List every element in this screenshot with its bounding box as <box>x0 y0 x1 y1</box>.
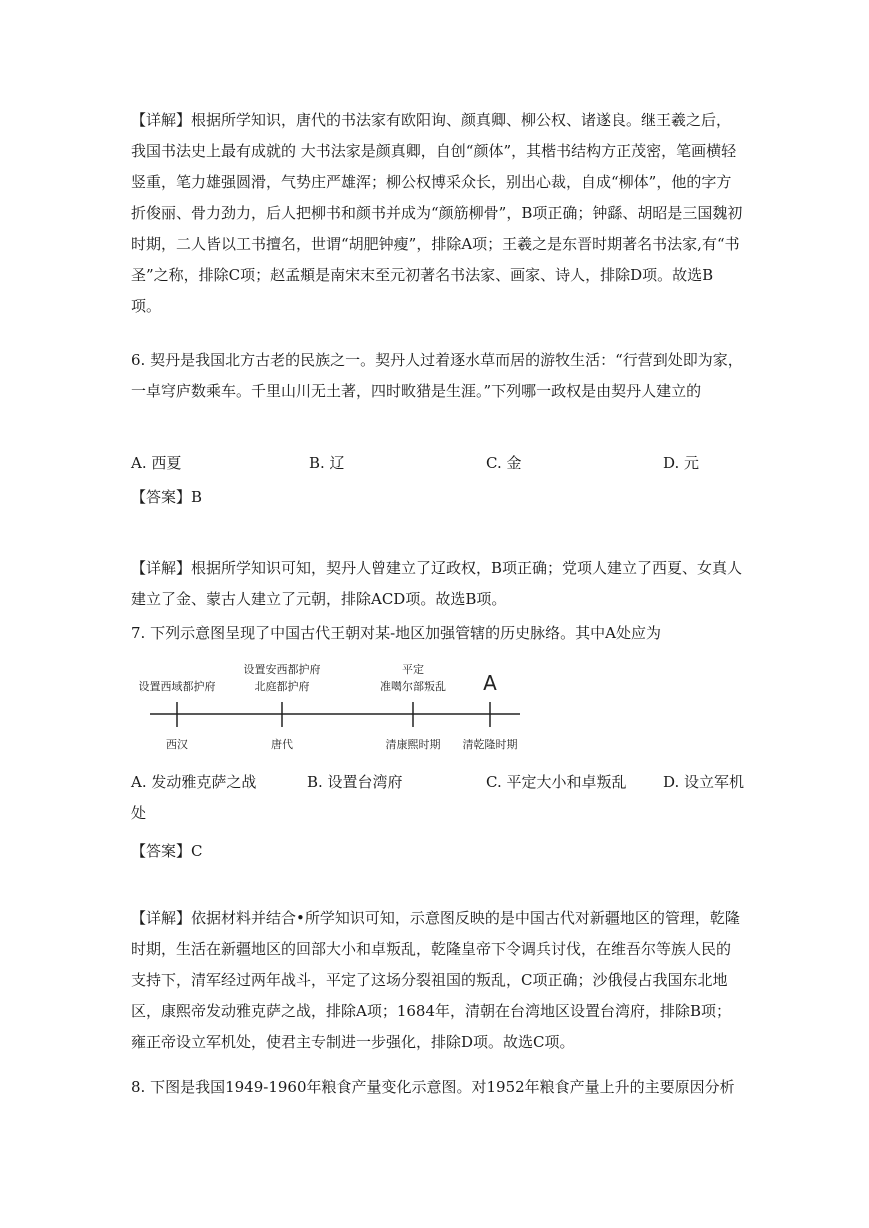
q7-detail: 【详解】依据材料并结合•所学知识可知，示意图反映的是中国古代对新疆地区的管理，乾隆时期，生活在新疆地区的回部大小和卓叛乱，乾隆皇帝下令调兵讨伐，在维吾尔等族人民的支持下，清军经过两年战斗，平定了这场分裂祖国的叛乱，C项正确；沙俄侵占我国东北地区，康熙帝发动雅克萨之战，排除A项；1684年，清朝在台湾地区设置台湾府，排除B项；雍正帝设立军机处，使君主专制进一步强化，排除D项。故选C项。 <box>131 909 740 1051</box>
timeline-event-label: 设置安西都护府 <box>243 663 321 676</box>
q6-option-a: A. 西夏 <box>131 454 182 472</box>
q8-stem: 8. 下图是我国1949-1960年粮食产量变化示意图。对1952年粮食产量上升的主要原因分析 <box>131 1078 735 1096</box>
q7-option-b: B. 设置台湾府 <box>307 773 403 791</box>
q5-detail: 【详解】根据所学知识，唐代的书法家有欧阳询、颜真卿、柳公权、诸遂良。继王羲之后，我国书法史上最有成就的 大书法家是颜真卿，自创“颜体”，其楷书结构方正茂密，笔画横轻竖重，笔力雄强圆滑，气势庄严雄浑；柳公权博采众长，别出心裁，自成“柳体”，他的字方折俊丽、骨力劲力，后人把柳书和颜书并成为“颜筋柳骨”，B项正确；钟繇、胡昭是三国魏初时期，二人皆以工书擅名，世谓“胡肥钟瘦”，排除A项；王羲之是东晋时期著名书法家,有“书圣”之称，排除C项；赵孟頫是南宋末至元初著名书法家、画家、诗人，排除D项。故选B项。 <box>131 111 743 315</box>
timeline-event-label: 设置西域都护府 <box>138 680 216 693</box>
q7-option-a: A. 发动雅克萨之战 <box>131 773 257 791</box>
q6-answer: 【答案】B <box>131 488 203 506</box>
q6-option-b: B. 辽 <box>309 454 345 472</box>
timeline-period-label: 清乾隆时期 <box>462 738 518 751</box>
q6-stem: 6. 契丹是我国北方古老的民族之一。契丹人过着逐水草而居的游牧生活：“行营到处即为家，一卓穹庐数乘车。千里山川无土著，四时畋猎是生涯。”下列哪一政权是由契丹人建立的 <box>131 351 743 400</box>
q6-options <box>131 448 743 479</box>
q7-answer: 【答案】C <box>131 842 203 860</box>
q7-stem: 7. 下列示意图呈现了中国古代王朝对某-地区加强管辖的历史脉络。其中A处应为 <box>131 624 661 642</box>
timeline-event-label-line2: 北庭都护府 <box>254 680 310 693</box>
timeline-event-label: A <box>483 671 497 695</box>
q6-detail: 【详解】根据所学知识可知，契丹人曾建立了辽政权，B项正确；党项人建立了西夏、女真人建立了金、蒙古人建立了元朝，排除ACD项。故选B项。 <box>131 559 743 608</box>
timeline-period-label: 清康熙时期 <box>385 738 441 751</box>
q7-options <box>131 767 743 798</box>
q7-timeline-diagram <box>135 660 535 760</box>
q6-option-d: D. 元 <box>663 454 700 472</box>
q6-option-c: C. 金 <box>486 454 522 472</box>
q7-option-d-continued: 处 <box>131 804 147 822</box>
timeline-event-label: 平定 <box>402 663 424 676</box>
q7-option-d: D. 设立军机 <box>663 773 745 791</box>
timeline-period-label: 西汉 <box>166 738 188 751</box>
timeline-period-label: 唐代 <box>271 738 293 751</box>
timeline-event-label-line2: 准噶尔部叛乱 <box>380 680 446 693</box>
q7-option-c: C. 平定大小和卓叛乱 <box>486 773 627 791</box>
